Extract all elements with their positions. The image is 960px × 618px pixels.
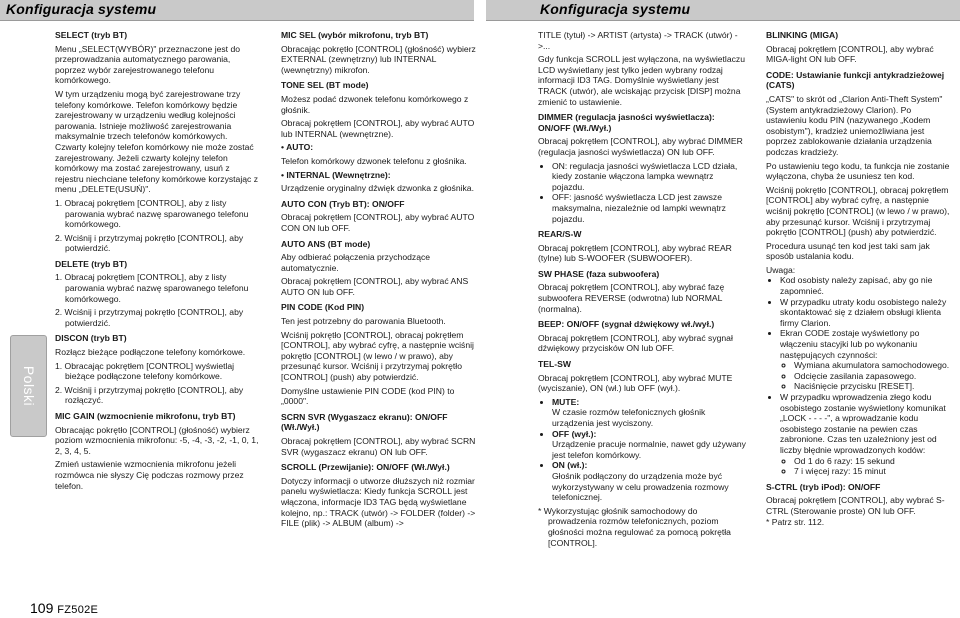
column-4: [766, 30, 954, 530]
list-item-text: Ekran CODE zostaje wyświetlony po włączeniu stacyjki lub po wykonaniu następujących czynności:: [780, 328, 920, 360]
paragraph: Obracając pokrętło [CONTROL] (głośność) wybierz poziom wzmocnienia mikrofonu: -5, -4, -3, -2, -1, 0, 1, 2, 3, 4, 5.: [55, 424, 259, 456]
step: 2. Wciśnij i przytrzymaj pokrętło [CONTROL], aby rozłączyć.: [55, 384, 244, 406]
section-heading: DIMMER (regulacja jasności wyświetlacza): ON/OFF (Wł./Wył.): [538, 112, 715, 133]
paragraph: Urządzenie oryginalny dźwięk dzwonka z głośnika.: [281, 183, 474, 194]
list-item: ◦ Naciśnięcie przycisku [RESET].: [794, 381, 954, 392]
section-heading: SCROLL (Przewijanie): ON/OFF (Wł./Wył.): [281, 462, 450, 473]
paragraph: Telefon komórkowy dzwonek telefonu z głośnika.: [281, 155, 467, 166]
list-item: • W przypadku utraty kodu osobistego należy skontaktować się z działem obsługi klienta firmy Clarion.: [780, 297, 954, 329]
paragraph: Zmień ustawienie wzmocnienia mikrofonu jeżeli rozmówca nie słyszy Cię podczas rozmowy przez telefon.: [55, 459, 244, 491]
section-heading: SCRN SVR (Wygaszacz ekranu): ON/OFF (Wł./Wył.): [281, 411, 448, 433]
option-text: Urządzenie pracuje normalnie, nawet gdy używany jest telefon komórkowy.: [552, 439, 746, 460]
paragraph: TITLE (tytuł) -> ARTIST (artysta) -> TRACK (utwór) ->...: [538, 30, 738, 51]
list-item: • ON: regulacja jasności wyświetlacza LCD działa, kiedy zostanie włączona lampka wewnątrz pojazdu.: [552, 161, 746, 193]
paragraph: Obracaj pokrętłem [CONTROL], aby wybrać ANS AUTO ON lub OFF.: [281, 276, 469, 297]
list-item: [552, 429, 746, 461]
section-heading: TONE SEL (BT mode): [281, 80, 369, 91]
list-item-text: W przypadku wprowadzenia złego kodu osobistego zostanie wyświetlony komunikat „LOCK - - - -", a wprowadzanie kodu osobistego zostanie na pewien czas zabronione. Czas ten uzależniony jest od liczby błędnie wprowadzonych kodów:: [780, 392, 946, 455]
option-label: • AUTO:: [281, 142, 314, 153]
model-name: FZ502E: [57, 604, 99, 616]
page-title-left: Konfiguracja systemu: [6, 1, 157, 17]
paragraph: Ten jest potrzebny do parowania Bluetooth.: [281, 316, 446, 327]
paragraph: Obracaj pokrętłem [CONTROL], aby wybrać MUTE (wyciszanie), ON (wł.) lub OFF (wył.).: [538, 372, 733, 394]
paragraph: Obracaj pokrętłem [CONTROL], aby wybrać AUTO CON ON lub OFF.: [281, 212, 475, 233]
list-item: ◦ 7 i więcej razy: 15 minut: [794, 466, 954, 477]
footnote: * Patrz str. 112.: [766, 516, 825, 527]
language-tab-label: Polski: [20, 365, 37, 407]
header-bar-right: [486, 0, 960, 21]
option-label: MUTE:: [552, 396, 580, 407]
note-heading: Uwaga:: [766, 264, 796, 275]
section-heading: MIC GAIN (wzmocnienie mikrofonu, tryb BT): [55, 411, 236, 421]
option-text: W czasie rozmów telefonicznych głośnik urządzenia jest wyciszony.: [552, 407, 706, 428]
section-heading: SW PHASE (faza subwoofera): [538, 268, 660, 279]
header-bar-left: [0, 0, 474, 21]
paragraph: Gdy funkcja SCROLL jest wyłączona, na wyświetlaczu LCD wyświetlany jest tylko jeden wybrany rodzaj informacji ID3 TAG. Domyślnie wyświetlany jest TRACK (utwór), ale wciskając przycisk [DISP] można zmienić to ustawienie.: [538, 54, 745, 107]
section-heading: REAR/S-W: [538, 229, 582, 240]
cats-notes: [766, 275, 954, 476]
paragraph: Obracaj pokrętłem [CONTROL], aby wybrać AUTO lub INTERNAL (wewnętrzne).: [281, 118, 475, 139]
section-heading: PIN CODE (Kod PIN): [281, 302, 365, 313]
dimmer-options: [538, 161, 746, 225]
list-item: [780, 328, 954, 392]
list-item: • Kod osobisty należy zapisać, aby go nie zapomnieć.: [780, 275, 954, 296]
paragraph: Wciśnij pokrętło [CONTROL], obracaj pokrętłem [CONTROL], aby wybrać cyfrę, a następnie wciśnij pokrętło [CONTROL] (w lewo / w prawo), aby przesunąć kursor. Wciśnij i przytrzymaj pokrętło [CONTROL] (push) aby potwierdzić.: [281, 329, 474, 383]
section-heading: BEEP: ON/OFF (sygnał dźwiękowy wł./wył.): [538, 319, 715, 330]
section-heading: CODE: Ustawianie funkcji antykradzieżowej (CATS): [766, 69, 945, 91]
telsw-options: [538, 397, 746, 503]
paragraph: Obracaj pokrętłem [CONTROL], aby wybrać REAR (tylne) lub S-WOOFER (SUBWOOFER).: [538, 242, 732, 264]
page-number: [30, 600, 98, 616]
paragraph: Obracaj pokrętłem [CONTROL], aby wybrać SCRN SVR (wygaszacz ekranu) ON lub OFF.: [281, 436, 476, 457]
column-2: [281, 30, 476, 532]
footnote: * Wykorzystując głośnik samochodowy do prowadzenia rozmów telefonicznych, poziom głośności można regulować za pomocą pokrętła [CONTROL].: [538, 505, 731, 548]
paragraph: Obracaj pokrętłem [CONTROL], aby wybrać S-CTRL (Sterowanie proste) ON lub OFF.: [766, 495, 945, 516]
list-item: [552, 460, 746, 502]
section-heading: BLINKING (MIGA): [766, 30, 839, 40]
section-heading: DISCON (tryb BT): [55, 333, 127, 344]
language-tab: [10, 335, 47, 437]
paragraph: Możesz podać dzwonek telefonu komórkowego z głośnik.: [281, 93, 469, 115]
paragraph: „CATS" to skrót od „Clarion Anti-Theft System" (System antykradzieżowy Clarion). Po ustawieniu kodu PIN (nazywanego „Kodem osobistym"), kradzież uniemożliwiana jest poprzez zablokowanie działania urządzenia podczas kradzieży.: [766, 93, 943, 157]
option-text: Głośnik podłączony do urządzenia może być wykorzystywany w celu prowadzenia rozmowy telefonicznej.: [552, 470, 729, 503]
option-label: • INTERNAL (Wewnętrzne):: [281, 169, 391, 180]
paragraph: Dotyczy informacji o utworze dłuższych niż rozmiar panelu wyświetlacza: Kiedy funkcja SCROLL jest włączona, informacje ID3 TAG będą wyświetlane kolejno, np.: TRACK (utwór) -> FOLDER (folder) -> FILE (plik) -> ALBUM (album) ->: [281, 475, 476, 529]
paragraph: Menu „SELECT(WYBÓR)" przeznaczone jest do przeprowadzania automatycznego parowania, poprzez wybór zarejestrowanego telefonu komórkowego.: [55, 43, 241, 86]
section-heading: S-CTRL (tryb iPod): ON/OFF: [766, 481, 881, 492]
paragraph: Obracaj pokrętłem [CONTROL], aby wybrać MIGA-light ON lub OFF.: [766, 43, 934, 65]
paragraph: Obracaj pokrętłem [CONTROL], aby wybrać sygnał dźwiękowy przycisków ON lub OFF.: [538, 332, 733, 354]
paragraph: Rozłącz bieżące podłączone telefony komórkowe.: [55, 347, 246, 358]
list-item: [780, 392, 954, 477]
option-label: OFF (wył.):: [552, 428, 597, 439]
paragraph: Obracając pokrętło [CONTROL] (głośność) wybierz EXTERNAL (zewnętrzny) lub INTERNAL (wewnętrzny) mikrofon.: [281, 43, 476, 75]
list-item: ◦ Wymiana akumulatora samochodowego.: [794, 360, 954, 371]
list-item: ◦ Odcięcie zasilania zapasowego.: [794, 371, 954, 382]
step: 2. Wciśnij i przytrzymaj pokrętło [CONTROL], aby potwierdzić.: [55, 232, 244, 254]
paragraph: Po ustawieniu tego kodu, ta funkcja nie zostanie wyłączona, chyba że usuniesz ten kod.: [766, 160, 950, 182]
section-heading: MIC SEL (wybór mikrofonu, tryb BT): [281, 30, 429, 40]
paragraph: Aby odbierać połączenia przychodzące automatycznie.: [281, 252, 431, 273]
section-heading: SELECT (tryb BT): [55, 30, 128, 40]
step: 1. Obracając pokrętłem [CONTROL] wyświetlaj bieżące podłączone telefony komórkowe.: [55, 360, 235, 382]
page-title-right: Konfiguracja systemu: [540, 1, 691, 17]
step: 2. Wciśnij i przytrzymaj pokrętło [CONTROL], aby potwierdzić.: [55, 307, 244, 328]
list-item: [552, 397, 746, 429]
paragraph: Procedura usunąć ten kod jest taki sam jak sposób ustalania kodu.: [766, 240, 930, 262]
section-heading: AUTO CON (Tryb BT): ON/OFF: [281, 198, 405, 209]
step: 1. Obracaj pokrętłem [CONTROL], aby z listy parowania wybrać nazwę sparowanego telefonu komórkowego.: [55, 197, 249, 230]
column-3: [538, 30, 746, 551]
page-number-value: 109: [30, 600, 54, 616]
paragraph: Obracaj pokrętłem [CONTROL], aby wybrać DIMMER (regulacja jasności wyświetlacza) ON lub OFF.: [538, 136, 743, 157]
paragraph: Domyślne ustawienie PIN CODE (kod PIN) to „0000".: [281, 385, 455, 407]
list-item: • OFF: jasność wyświetlacza LCD jest zawsze maksymalna, niezależnie od lampki wewnątrz pojazdu.: [552, 192, 746, 224]
paragraph: W tym urządzeniu mogą być zarejestrowane trzy telefony komórkowe. Telefon komórkowy będzie zarejestrowany w urządzeniu według kolejności parowania. Istnieje możliwość zarejestrowania maksymalnie trzech telefonów komórkowych. Czwarty kolejny telefon komórkowy nie może zostać zarejestrowany. Jeżeli czwarty kolejny telefon komórkowy ma zostać zarejestrowany, usuń z rejestru niechciane telefony komórkowe korzystając z menu „DELETE(USUŃ)".: [55, 88, 258, 195]
column-1: [55, 30, 260, 494]
paragraph: Wciśnij pokrętło [CONTROL], obracaj pokrętłem [CONTROL] aby wybrać cyfrę, a następnie wciśnij pokrętło [CONTROL] (w lewo / w prawo), aby przesunąć kursor. Wciśnij i przytrzymaj pokrętło [CONTROL] (push) aby potwierdzić.: [766, 184, 950, 238]
step: 1. Obracaj pokrętłem [CONTROL], aby z listy parowania wybrać nazwę sparowanego telefonu komórkowego.: [55, 272, 249, 304]
section-heading: DELETE (tryb BT): [55, 258, 128, 269]
paragraph: Obracaj pokrętłem [CONTROL], aby wybrać fazę subwoofera REVERSE (odwrotna) lub NORMAL (normalna).: [538, 282, 725, 314]
section-heading: TEL-SW: [538, 359, 571, 370]
section-heading: AUTO ANS (BT mode): [281, 238, 371, 249]
option-label: ON (wł.):: [552, 460, 588, 471]
list-item: ◦ Od 1 do 6 razy: 15 sekund: [794, 456, 954, 467]
